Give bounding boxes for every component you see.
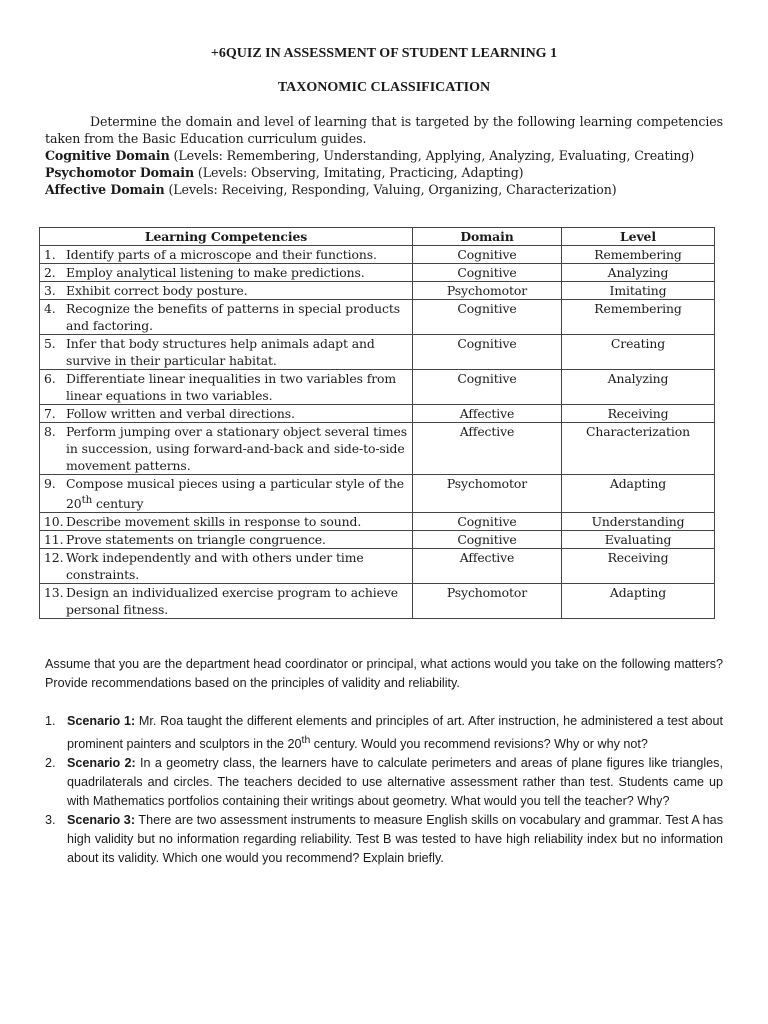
domain-levels: (Levels: Receiving, Responding, Valuing, Organizing, Characterization): [168, 182, 617, 197]
domain-cell: Cognitive: [413, 513, 562, 531]
row-number: 7.: [44, 406, 56, 421]
level-cell: Creating: [562, 335, 715, 370]
table-row: [40, 300, 715, 335]
competency-text: Recognize the benefits of patterns in special products and factoring.: [66, 301, 400, 333]
table-row: [40, 335, 715, 370]
affective-domain-line: [45, 181, 723, 198]
table-row: [40, 370, 715, 405]
scenario-text: Scenario 2: In a geometry class, the learners have to calculate perimeters and areas of plane figures like triangles, quadrilaterals and circles. The teachers decided to use alternative assessment rather than test. Students came up with Mathematics portfolios containing their writings about geometry. What would you tell the teacher? Why?: [67, 756, 723, 809]
domain-cell: Affective: [413, 423, 562, 475]
scenario-number: 1.: [45, 714, 56, 728]
scenario-label: Scenario 1:: [67, 714, 136, 728]
scenario-label: Scenario 2:: [67, 756, 136, 771]
domain-cell: Cognitive: [413, 264, 562, 282]
row-number: 10.: [44, 514, 64, 530]
quiz-title: +6QUIZ IN ASSESSMENT OF STUDENT LEARNING 1: [210, 46, 558, 61]
competency-text: Work independently and with others under time constraints.: [66, 550, 364, 583]
row-number: 11.: [44, 532, 64, 548]
table-row: [40, 282, 715, 300]
table-row: [40, 246, 715, 264]
row-number: 4.: [44, 301, 56, 316]
table-row: [40, 531, 715, 549]
column-header: Learning Competencies: [40, 228, 413, 246]
competency-text: Describe movement skills in response to sound.: [66, 514, 362, 530]
cognitive-domain-line: [45, 147, 723, 164]
table-row: [40, 423, 715, 475]
competency-text: Prove statements on triangle congruence.: [66, 532, 326, 548]
row-number: 1.: [44, 247, 56, 262]
table-row: [40, 584, 715, 619]
level-cell: Remembering: [562, 300, 715, 335]
list-item: [45, 811, 723, 868]
domain-levels: (Levels: Observing, Imitating, Practicing, Adapting): [197, 165, 524, 180]
domain-cell: Cognitive: [413, 531, 562, 549]
row-number: 12.: [44, 550, 64, 566]
competency-text: Identify parts of a microscope and their functions.: [66, 247, 377, 262]
table-row: [40, 405, 715, 423]
domain-cell: Affective: [413, 405, 562, 423]
column-header: Domain: [413, 228, 562, 246]
psychomotor-domain-line: [45, 164, 723, 181]
section-title: TAXONOMIC CLASSIFICATION: [277, 80, 491, 95]
level-cell: Understanding: [562, 513, 715, 531]
table-header-row: [40, 228, 715, 246]
row-number: 2.: [44, 265, 56, 280]
row-number: 5.: [44, 336, 56, 351]
scenario-number: 2.: [45, 756, 56, 771]
domain-cell: Cognitive: [413, 246, 562, 264]
scenario-label: Scenario 3:: [67, 813, 136, 828]
level-cell: Adapting: [562, 584, 715, 619]
level-cell: Analyzing: [562, 264, 715, 282]
domain-name: Affective Domain: [45, 182, 165, 197]
instruction-text: Determine the domain and level of learning that is targeted by the following learning competencies taken from the Basic Education curriculum guides.: [45, 114, 723, 146]
table-row: [40, 264, 715, 282]
row-number: 13.: [44, 585, 64, 601]
scenario-prompt: Assume that you are the department head coordinator or principal, what actions would you take on the following matters? Provide recommendations based on the principles of validity and reliability.: [45, 657, 723, 690]
row-number: 9.: [44, 476, 56, 491]
scenario-text: Scenario 3: There are two assessment instruments to measure English skills on vocabulary and grammar. Test A has high validity but no information regarding reliability. Test B was tested to have high reliability index but no information about its validity. Which one would you recommend? Explain briefly.: [67, 813, 723, 866]
domain-levels: (Levels: Remembering, Understanding, Applying, Analyzing, Evaluating, Creating): [173, 148, 695, 163]
table-row: [40, 475, 715, 513]
domain-name: Cognitive Domain: [45, 148, 170, 163]
domain-cell: Cognitive: [413, 300, 562, 335]
domain-cell: Cognitive: [413, 335, 562, 370]
competency-text: Infer that body structures help animals adapt and survive in their particular habitat.: [66, 336, 375, 368]
level-cell: Evaluating: [562, 531, 715, 549]
competencies-table: [39, 227, 715, 619]
table-row: [40, 549, 715, 584]
level-cell: Remembering: [562, 246, 715, 264]
scenario-list: [45, 712, 723, 868]
instructions: [45, 113, 723, 198]
scenario-text: Scenario 1: Mr. Roa taught the different elements and principles of art. After instruction, he administered a test about prominent painters and sculptors in the 20th century. Would you recommend revisions? Why or why not?: [67, 714, 723, 752]
domain-cell: Psychomotor: [413, 584, 562, 619]
domain-cell: Psychomotor: [413, 282, 562, 300]
table-row: [40, 513, 715, 531]
domain-name: Psychomotor Domain: [45, 165, 195, 180]
competency-text: Differentiate linear inequalities in two variables from linear equations in two variables.: [66, 371, 397, 403]
row-number: 6.: [44, 371, 56, 386]
scenario-number: 3.: [45, 813, 56, 828]
domain-cell: Cognitive: [413, 370, 562, 405]
level-cell: Receiving: [562, 549, 715, 584]
competency-text: Follow written and verbal directions.: [66, 406, 295, 421]
level-cell: Receiving: [562, 405, 715, 423]
row-number: 3.: [44, 283, 56, 298]
competency-text: Compose musical pieces using a particular style of the 20th century: [66, 476, 405, 512]
row-number: 8.: [44, 424, 56, 439]
competency-text: Perform jumping over a stationary object several times in succession, using forward-and-back and side-to-side movement patterns.: [66, 424, 407, 473]
level-cell: Analyzing: [562, 370, 715, 405]
domain-cell: Affective: [413, 549, 562, 584]
list-item: [45, 712, 723, 754]
domain-cell: Psychomotor: [413, 475, 562, 513]
column-header: Level: [562, 228, 715, 246]
competency-text: Exhibit correct body posture.: [66, 283, 248, 298]
competency-text: Design an individualized exercise program to achieve personal fitness.: [66, 585, 398, 618]
level-cell: Adapting: [562, 475, 715, 513]
level-cell: Imitating: [562, 282, 715, 300]
list-item: [45, 754, 723, 811]
scenario-prompt-block: [45, 655, 723, 693]
competency-text: Employ analytical listening to make predictions.: [66, 265, 365, 280]
level-cell: Characterization: [562, 423, 715, 475]
